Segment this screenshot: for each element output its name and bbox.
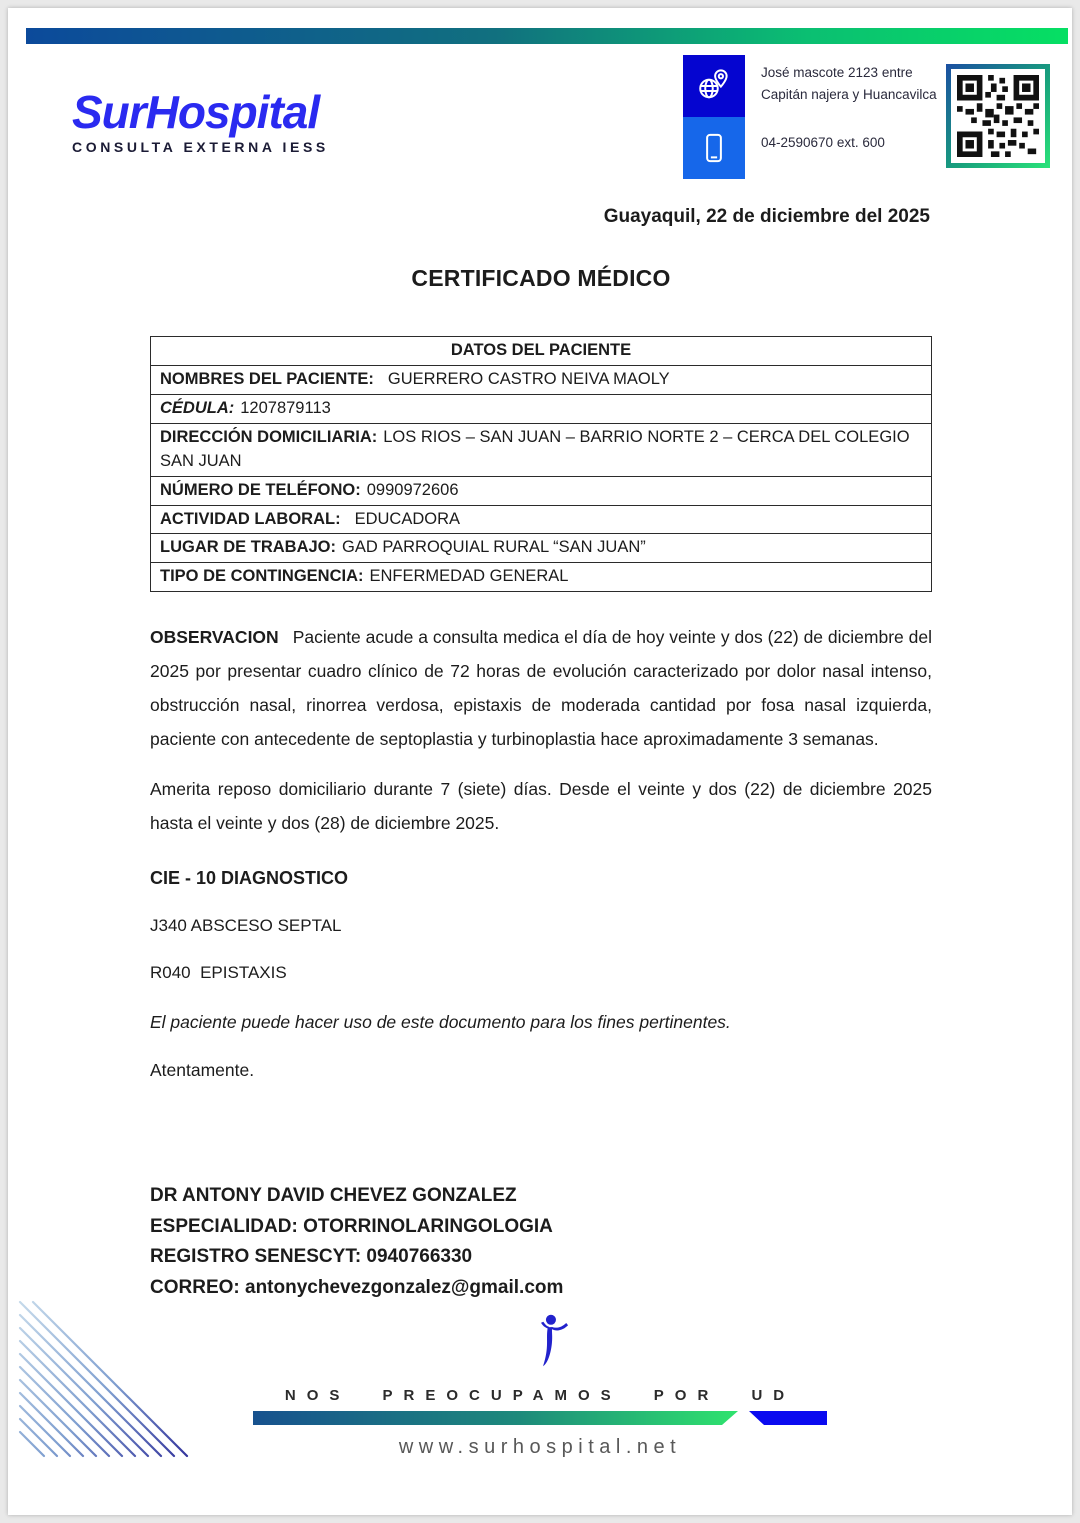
jumping-figure-icon	[532, 1308, 576, 1383]
table-row-contingencia	[151, 563, 932, 592]
row-value: LOS RIOS – SAN JUAN – BARRIO NORTE 2 – CERCA DEL COLEGIO SAN JUAN	[160, 427, 910, 470]
table-row-direccion	[151, 423, 932, 476]
doctor-registry: REGISTRO SENESCYT: 0940766330	[150, 1246, 473, 1268]
row-value: 1207879113	[240, 398, 331, 417]
document-title: CERTIFICADO MÉDICO	[411, 265, 671, 291]
observation-text: Paciente acude a consulta medica el día de hoy veinte y dos (22) de diciembre del 2025 por presentar cuadro clínico de 72 horas de evolución caracterizado por dolor nasal intenso, obstrucción nasal, rinorrea verdosa, epistaxis de moderada cantidad por fosa nasal izquierda, paciente con antecedente de septoplastia y turbinoplastia hace aproximadamente 3 semanas.	[150, 627, 932, 749]
phone-number: 04-2590670 ext. 600	[761, 135, 885, 150]
row-value: EDUCADORA	[354, 509, 461, 528]
table-row-telefono	[151, 476, 932, 505]
observation-paragraph	[150, 621, 932, 756]
row-label: NÚMERO DE TELÉFONO:	[160, 480, 361, 499]
qr-code	[946, 64, 1050, 168]
row-label: LUGAR DE TRABAJO:	[160, 538, 336, 557]
hospital-logo	[72, 88, 329, 155]
diagnosis-item-2: R040 EPISTAXIS	[150, 962, 287, 982]
row-value: GAD PARROQUIAL RURAL “SAN JUAN”	[342, 538, 646, 557]
row-label: DIRECCIÓN DOMICILIARIA:	[160, 427, 378, 446]
location-icon	[683, 55, 745, 117]
usage-note: El paciente puede hacer uso de este documento para los fines pertinentes.	[150, 1011, 731, 1032]
diagnosis-item-1: J340 ABSCESO SEPTAL	[150, 915, 342, 935]
footer-bar-gradient-segment	[253, 1411, 738, 1425]
rest-paragraph: Amerita reposo domiciliario durante 7 (siete) días. Desde el veinte y dos (22) de diciembre 2025 hasta el veinte y dos (28) de diciembre 2025.	[150, 779, 932, 834]
row-label: TIPO DE CONTINGENCIA:	[160, 567, 364, 586]
contact-block	[683, 55, 937, 179]
row-value: 0990972606	[366, 480, 459, 499]
phone-icon	[683, 117, 745, 179]
row-label: CÉDULA:	[160, 398, 235, 417]
table-title: DATOS DEL PACIENTE	[151, 337, 932, 366]
top-gradient-bar	[26, 28, 1068, 44]
footer-slogan: NOS PREOCUPAMOS POR UD	[284, 1387, 796, 1404]
closing-line: Atentamente.	[150, 1059, 255, 1080]
qr-code-inner	[951, 69, 1045, 163]
table-header-row	[151, 337, 932, 366]
table-row-actividad	[151, 505, 932, 534]
document-body	[150, 206, 932, 1304]
doctor-name: DR ANTONY DAVID CHEVEZ GONZALEZ	[150, 1184, 517, 1206]
row-label: NOMBRES DEL PACIENTE:	[160, 369, 374, 388]
observation-label: OBSERVACION	[150, 627, 279, 648]
document-page	[8, 8, 1072, 1515]
footer-gradient-bar	[253, 1411, 827, 1425]
row-value: GUERRERO CASTRO NEIVA MAOLY	[387, 369, 670, 388]
footer-bar-blue-segment	[749, 1411, 827, 1425]
footer-website: www.surhospital.net	[398, 1436, 682, 1458]
hospital-logo-text: SurHospital	[72, 86, 320, 138]
contact-icons	[683, 55, 745, 179]
patient-data-table	[150, 336, 932, 592]
hospital-tagline: CONSULTA EXTERNA IESS	[72, 139, 329, 156]
table-row-trabajo	[151, 534, 932, 563]
contact-text	[761, 55, 937, 179]
table-row-nombres	[151, 365, 932, 394]
row-value: ENFERMEDAD GENERAL	[369, 567, 569, 586]
address-line-1: José mascote 2123 entre	[761, 65, 913, 80]
row-label: ACTIVIDAD LABORAL:	[160, 509, 341, 528]
doctor-specialty: ESPECIALIDAD: OTORRINOLARINGOLOGIA	[150, 1215, 553, 1237]
doctor-block	[150, 1181, 932, 1304]
table-row-cedula	[151, 394, 932, 423]
address-line-2: Capitán najera y Huancavilca	[761, 87, 937, 102]
date-line: Guayaquil, 22 de diciembre del 2025	[603, 206, 930, 227]
corner-lines-decoration	[14, 1298, 194, 1463]
diagnosis-heading: CIE - 10 DIAGNOSTICO	[150, 867, 349, 888]
doctor-email: CORREO: antonychevezgonzalez@gmail.com	[150, 1277, 564, 1299]
